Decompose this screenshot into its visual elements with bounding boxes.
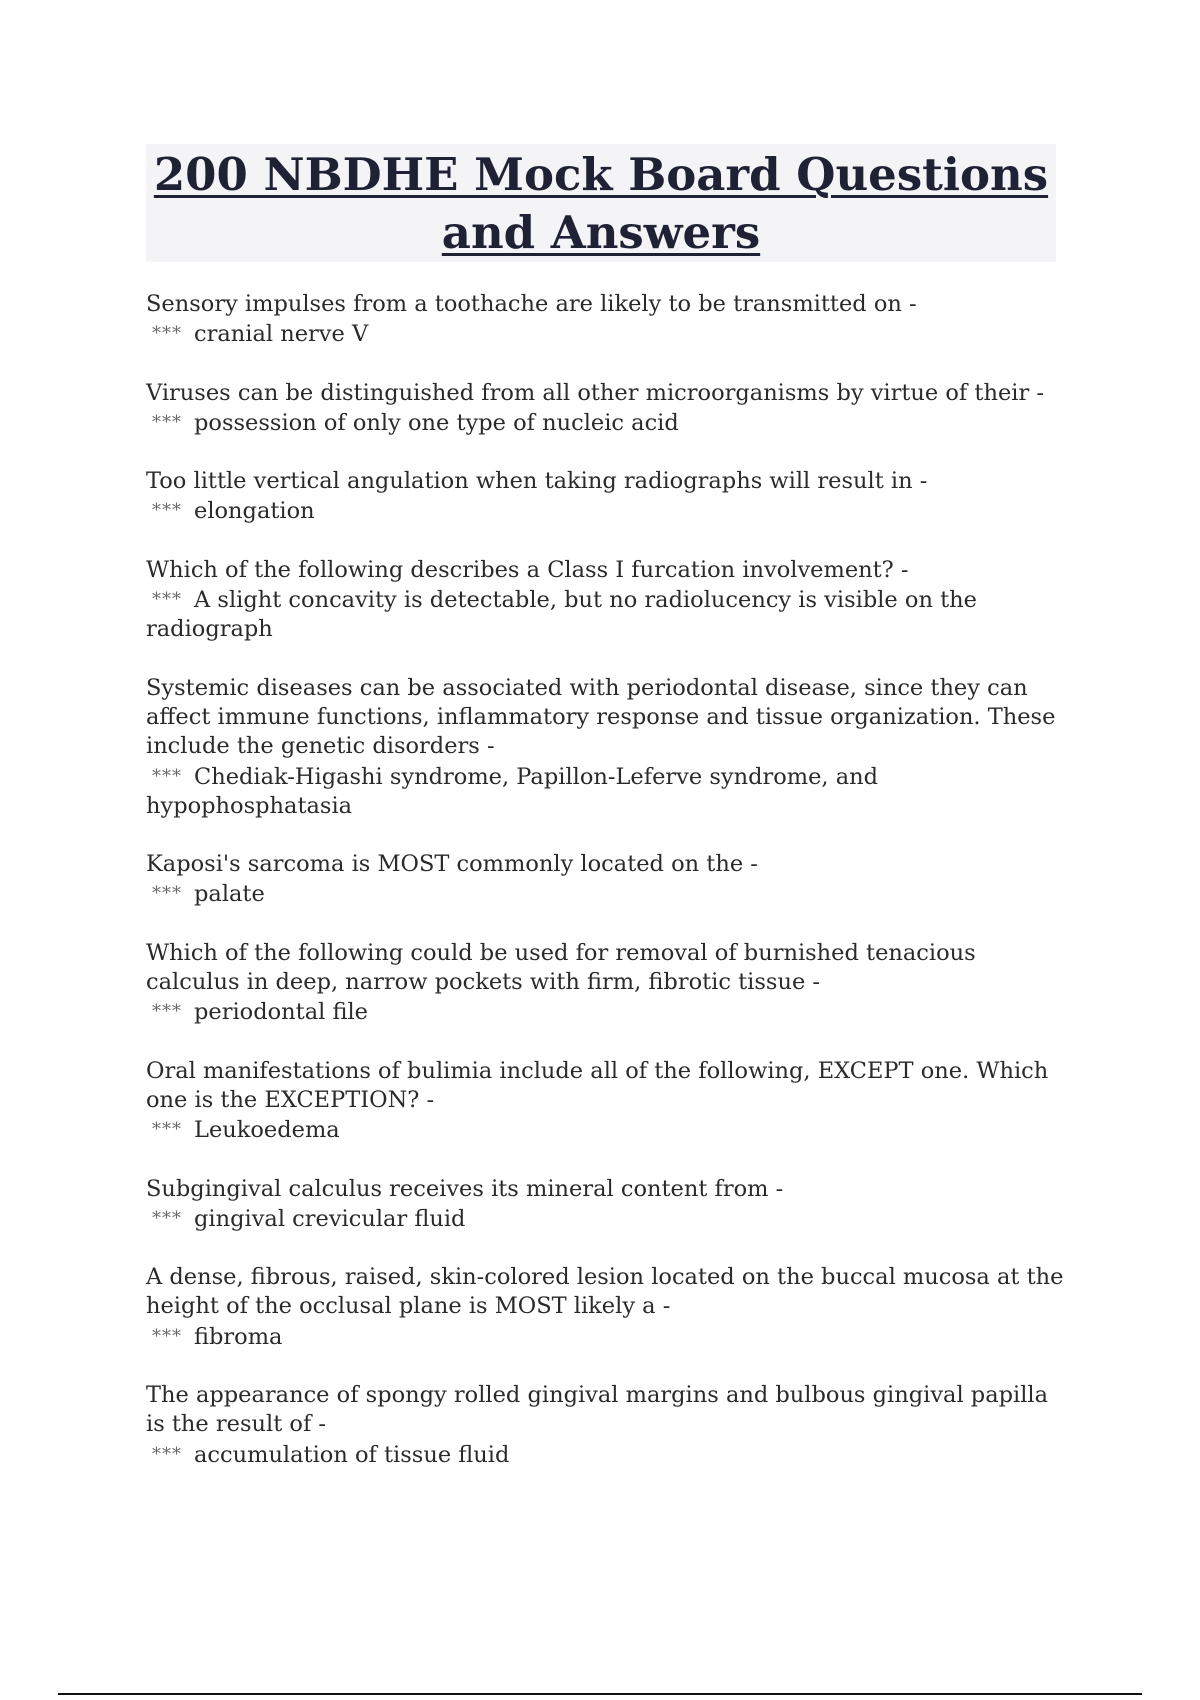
question-text: Which of the following describes a Class I furcation involvement? - (146, 556, 909, 583)
answer-line (146, 319, 1066, 349)
answer-marker: *** (152, 1207, 182, 1229)
qa-item (146, 556, 1066, 645)
answer-line (146, 762, 1066, 822)
answer-marker: *** (152, 1443, 182, 1465)
answer-line (146, 496, 1066, 526)
answer-marker: *** (152, 765, 182, 787)
answer-text: possession of only one type of nucleic acid (194, 409, 679, 436)
answer-text: Leukoedema (194, 1117, 340, 1144)
question-text: A dense, fibrous, raised, skin-colored lesion located on the buccal mucosa at the height of the occlusal plane is MOST likely a - (146, 1264, 1064, 1320)
qa-item (146, 939, 1066, 1028)
answer-text: palate (194, 881, 265, 908)
answer-text: accumulation of tissue fluid (194, 1441, 510, 1468)
qa-item (146, 290, 1066, 350)
qa-item (146, 674, 1066, 821)
qa-item (146, 467, 1066, 527)
question-text: Subgingival calculus receives its mineral content from - (146, 1175, 784, 1202)
answer-text: A slight concavity is detectable, but no radiolucency is visible on the radiograph (146, 587, 977, 643)
answer-marker: *** (152, 323, 182, 345)
answer-marker: *** (152, 589, 182, 611)
answer-line (146, 585, 1066, 645)
answer-line (146, 408, 1066, 438)
answer-line (146, 1115, 1066, 1145)
question-text: Kaposi's sarcoma is MOST commonly located on the - (146, 851, 758, 878)
question-text: Oral manifestations of bulimia include all of the following, EXCEPT one. Which one is the EXCEPTION? - (146, 1057, 1049, 1113)
answer-marker: *** (152, 1325, 182, 1347)
answer-line (146, 1204, 1066, 1234)
answer-text: periodontal file (194, 999, 368, 1026)
qa-list (146, 290, 1066, 1499)
answer-marker: *** (152, 1001, 182, 1023)
answer-text: Chediak-Higashi syndrome, Papillon-Leferve syndrome, and hypophosphatasia (146, 763, 879, 819)
question-text: Viruses can be distinguished from all other microorganisms by virtue of their - (146, 379, 1044, 406)
answer-line (146, 1440, 1066, 1470)
answer-text: cranial nerve V (194, 321, 369, 348)
answer-text: fibroma (194, 1323, 283, 1350)
question-text: Systemic diseases can be associated with periodontal disease, since they can affect immune functions, inflammatory response and tissue organization. These include the genetic disorders - (146, 674, 1056, 760)
answer-marker: *** (152, 883, 182, 905)
qa-item (146, 1263, 1066, 1352)
question-text: Which of the following could be used for removal of burnished tenacious calculus in deep, narrow pockets with firm, fibrotic tissue - (146, 939, 976, 996)
question-text: Too little vertical angulation when taking radiographs will result in - (146, 468, 928, 495)
answer-line (146, 879, 1066, 909)
answer-marker: *** (152, 1119, 182, 1141)
answer-text: gingival crevicular fluid (194, 1205, 466, 1232)
answer-line (146, 1322, 1066, 1352)
answer-marker: *** (152, 411, 182, 433)
qa-item (146, 1175, 1066, 1235)
footer-divider (58, 1693, 1142, 1695)
question-text: Sensory impulses from a toothache are likely to be transmitted on - (146, 291, 917, 317)
answer-marker: *** (152, 500, 182, 522)
question-text: The appearance of spongy rolled gingival margins and bulbous gingival papilla is the result of - (146, 1382, 1049, 1438)
qa-item (146, 1381, 1066, 1470)
qa-item (146, 850, 1066, 910)
answer-line (146, 997, 1066, 1027)
qa-item (146, 1057, 1066, 1146)
qa-item (146, 379, 1066, 439)
answer-text: elongation (194, 498, 315, 525)
document-title: 200 NBDHE Mock Board Questions and Answers (153, 148, 1049, 259)
